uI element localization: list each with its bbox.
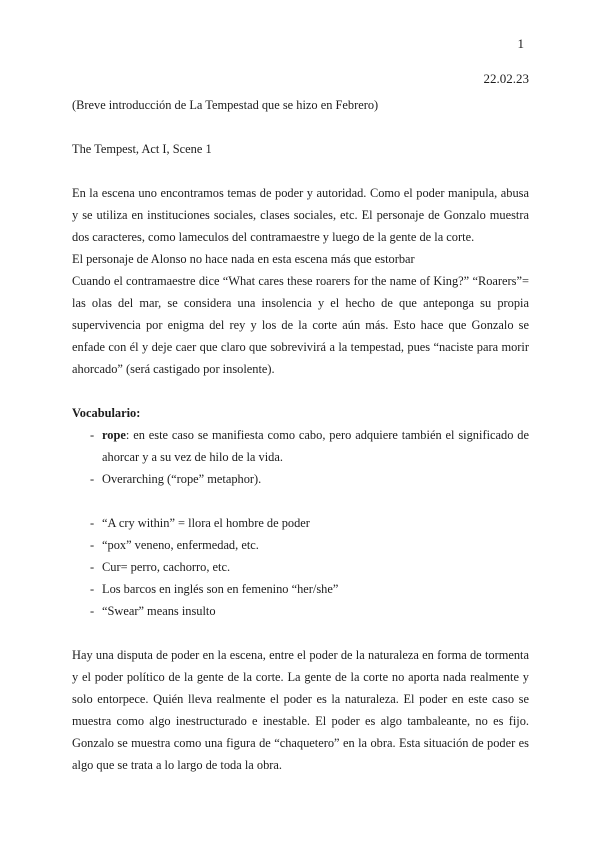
list-item [72, 512, 529, 534]
bullet-dash: - [90, 582, 95, 596]
list-item [72, 600, 529, 622]
bullet-dash: - [90, 516, 95, 530]
list-item [72, 468, 529, 490]
paragraph-power-dispute: Hay una disputa de poder en la escena, entre el poder de la naturaleza en forma de tormenta y el poder político de la gente de la corte. La gente de la corte no aporta nada realmente y solo entorpece. Quién lleva realmente el poder es la naturaleza. El poder en este caso se muestra como algo inestructurado e inestable. El poder es algo tambaleante, no es fijo. Gonzalo se muestra como una figura de “chaquetero” en la obra. Esta situación de poder es algo que se trata a lo largo de toda la obra. [72, 648, 529, 772]
paragraph-alonso: El personaje de Alonso no hace nada en esta escena más que estorbar [72, 252, 415, 266]
bullet-dash: - [90, 560, 95, 574]
vocab-definition: : en este caso se manifiesta como cabo, pero adquiere también el significado de ahorcar y a su vez de hilo de la vida. [102, 428, 529, 464]
list-item [72, 556, 529, 578]
date: 22.02.23 [483, 71, 529, 86]
vocab-text: Cur= perro, cachorro, etc. [102, 560, 231, 574]
paragraph-power-themes: En la escena uno encontramos temas de poder y autoridad. Como el poder manipula, abusa y se utiliza en instituciones sociales, clases sociales, etc. El personaje de Gonzalo muestra dos caracteres, como lameculos del contramaestre y luego de la gente de la corte. [72, 186, 529, 244]
vocabulary-heading: Vocabulario: [72, 406, 141, 420]
vocab-text: Overarching (“rope” metaphor). [102, 472, 262, 486]
list-item [72, 578, 529, 600]
bullet-dash: - [90, 538, 95, 552]
vocab-term: rope [102, 428, 126, 442]
bullet-dash: - [90, 472, 95, 486]
intro-line: (Breve introducción de La Tempestad que se hizo en Febrero) [72, 98, 379, 112]
scene-title: The Tempest, Act I, Scene 1 [72, 142, 212, 156]
bullet-dash: - [90, 604, 95, 618]
list-item [72, 534, 529, 556]
paragraph-boatswain: Cuando el contramaestre dice “What cares these roarers for the name of King?” “Roarers”= las olas del mar, se considera una insolencia y el hecho de que anteponga su propia supervivencia por enigma del rey y los de la corte aún más. Esto hace que Gonzalo se enfade con él y deje caer que claro que sobrevivirá a la tempestad, pues “naciste para morir ahorcado” (será castigado por insolente). [72, 274, 529, 376]
vocab-text: “A cry within” = llora el hombre de poder [102, 516, 310, 530]
page-number: 1 [517, 36, 524, 51]
vocabulary-list-2 [72, 512, 529, 622]
vocab-text: “Swear” means insulto [102, 604, 216, 618]
vocab-text: “pox” veneno, enfermedad, etc. [102, 538, 259, 552]
list-item [72, 424, 529, 468]
bullet-dash: - [90, 428, 95, 442]
document-body [72, 94, 529, 776]
vocab-text: Los barcos en inglés son en femenino “her/she” [102, 582, 339, 596]
vocabulary-list [72, 424, 529, 490]
